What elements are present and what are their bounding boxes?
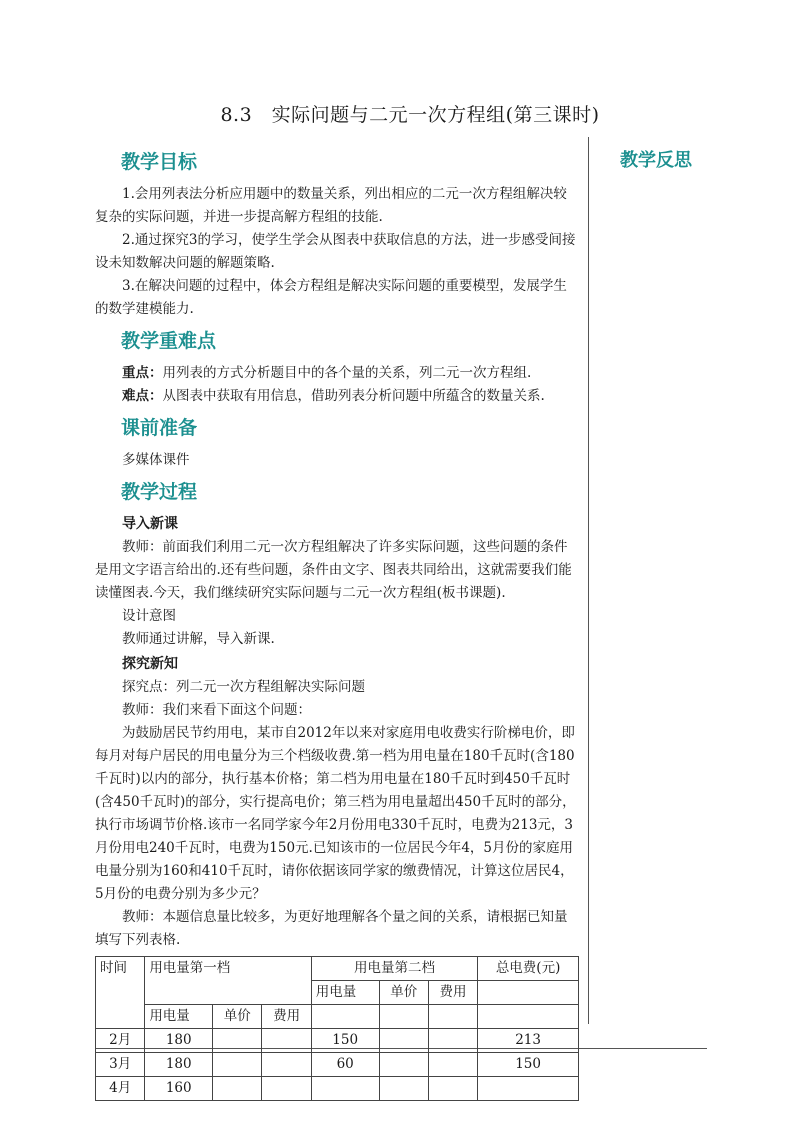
page-title: 8.3 实际问题与二元一次方程组(第三课时) <box>220 104 600 126</box>
tier2-cost-header: 费用 <box>428 981 477 1005</box>
tier1-header: 用电量第一档 <box>145 957 311 1005</box>
time-header: 时间 <box>96 957 145 1029</box>
table-row <box>96 1053 579 1077</box>
goals-heading: 教学目标 <box>121 151 198 173</box>
process-heading: 教学过程 <box>121 481 198 503</box>
blank-cell <box>262 1029 311 1053</box>
key-point <box>95 362 579 385</box>
key-label: 重点： <box>122 365 163 381</box>
month-cell: 4月 <box>96 1077 145 1101</box>
blank-cell <box>428 1005 477 1029</box>
blank-cell <box>428 1029 477 1053</box>
total-cell <box>478 1077 579 1101</box>
intro-text: 教师：前面我们利用二元一次方程组解决了许多实际问题，这些问题的条件是用文字语言给出的.还有些问题，条件由文字、图表共同给出，这就需要我们能读懂图表.今天，我们继续研究实际问题与二元一次方程组(板书课题). <box>95 539 572 601</box>
table-row <box>96 1077 579 1101</box>
blank-cell <box>478 1005 579 1029</box>
tier1-cost-header: 费用 <box>262 1005 311 1029</box>
blank-cell <box>213 1053 262 1077</box>
tier2-usage-cell: 60 <box>311 1053 379 1077</box>
explore-point: 探究点：列二元一次方程组解决实际问题 <box>122 679 365 695</box>
diff-text: 从图表中获取有用信息，借助列表分析问题中所蕴含的数量关系. <box>162 388 545 404</box>
goal-3: 3.在解决问题的过程中，体会方程组是解决实际问题的重要模型，发展学生的数学建模能力. <box>95 278 567 317</box>
prep-heading: 课前准备 <box>121 417 198 439</box>
lesson-body <box>95 142 579 1101</box>
blank-cell <box>428 1077 477 1101</box>
reflection-column <box>620 146 692 172</box>
problem-text: 为鼓励居民节约用电，某市自2012年以来对家庭用电收费实行阶梯电价，即每月对每户居民的用电量分为三个档级收费.第一档为用电量在180千瓦时(含180千瓦时)以内的部分，执行基本价格；第二档为用电量在180千瓦时到450千瓦时(含450千瓦时)的部分，实行提高电价；第三档为用电量超出450千瓦时的部分，执行市场调节价格.该市一名同学家今年2月份用电330千瓦时，电费为213元，3月份用电240千瓦时，电费为150元.已知该市的一位居民今年4，5月份的家庭用电量分别为160和410千瓦时，请你依据该同学家的缴费情况，计算这位居民4，5月份的电费分别为多少元？ <box>95 725 576 902</box>
total-cell: 150 <box>478 1053 579 1077</box>
column-divider <box>588 137 589 1024</box>
total-blank <box>478 981 579 1005</box>
design-label: 设计意图 <box>122 608 176 624</box>
goal-1: 1.会用列表法分析应用题中的数量关系，列出相应的二元一次方程组解决较复杂的实际问题，并进一步提高解方程组的技能. <box>95 186 567 225</box>
reflection-heading: 教学反思 <box>620 150 692 171</box>
blank-cell <box>379 1029 428 1053</box>
tier1-usage-cell: 180 <box>145 1053 213 1077</box>
blank-cell <box>311 1005 379 1029</box>
prep-text: 多媒体课件 <box>122 452 190 468</box>
tier2-usage-cell: 150 <box>311 1029 379 1053</box>
table-row <box>96 1029 579 1053</box>
blank-cell <box>379 1005 428 1029</box>
blank-cell <box>379 1077 428 1101</box>
month-cell: 3月 <box>96 1053 145 1077</box>
month-cell: 2月 <box>96 1029 145 1053</box>
tier2-usage-header: 用电量 <box>311 981 379 1005</box>
total-cell: 213 <box>478 1029 579 1053</box>
blank-cell <box>262 1077 311 1101</box>
tier1-usage-header: 用电量 <box>145 1005 213 1029</box>
teacher-note: 教师：本题信息量比较多，为更好地理解各个量之间的关系，请根据已知量填写下列表格. <box>95 909 568 948</box>
tier1-price-header: 单价 <box>213 1005 262 1029</box>
tier1-usage-cell: 180 <box>145 1029 213 1053</box>
tier2-price-header: 单价 <box>379 981 428 1005</box>
teacher-line: 教师：我们来看下面这个问题： <box>122 702 311 718</box>
blank-cell <box>379 1053 428 1077</box>
total-header: 总电费(元) <box>478 957 579 981</box>
design-text: 教师通过讲解，导入新课. <box>122 631 275 647</box>
intro-heading: 导入新课 <box>122 516 178 532</box>
tier2-usage-cell <box>311 1077 379 1101</box>
difficult-point <box>95 385 579 408</box>
blank-cell <box>213 1029 262 1053</box>
diff-label: 难点： <box>122 388 163 404</box>
goal-2: 2.通过探究3的学习，使学生学会从图表中获取信息的方法，进一步感受间接设未知数解决问题的解题策略. <box>95 232 576 271</box>
explore-heading: 探究新知 <box>122 656 178 672</box>
keypoints-heading: 教学重难点 <box>121 330 217 352</box>
blank-cell <box>428 1053 477 1077</box>
blank-cell <box>262 1053 311 1077</box>
key-text: 用列表的方式分析题目中的各个量的关系，列二元一次方程组. <box>162 365 532 381</box>
blank-cell <box>213 1077 262 1101</box>
tier1-usage-cell: 160 <box>145 1077 213 1101</box>
tier2-header: 用电量第二档 <box>311 957 477 981</box>
electricity-table <box>95 956 579 1101</box>
